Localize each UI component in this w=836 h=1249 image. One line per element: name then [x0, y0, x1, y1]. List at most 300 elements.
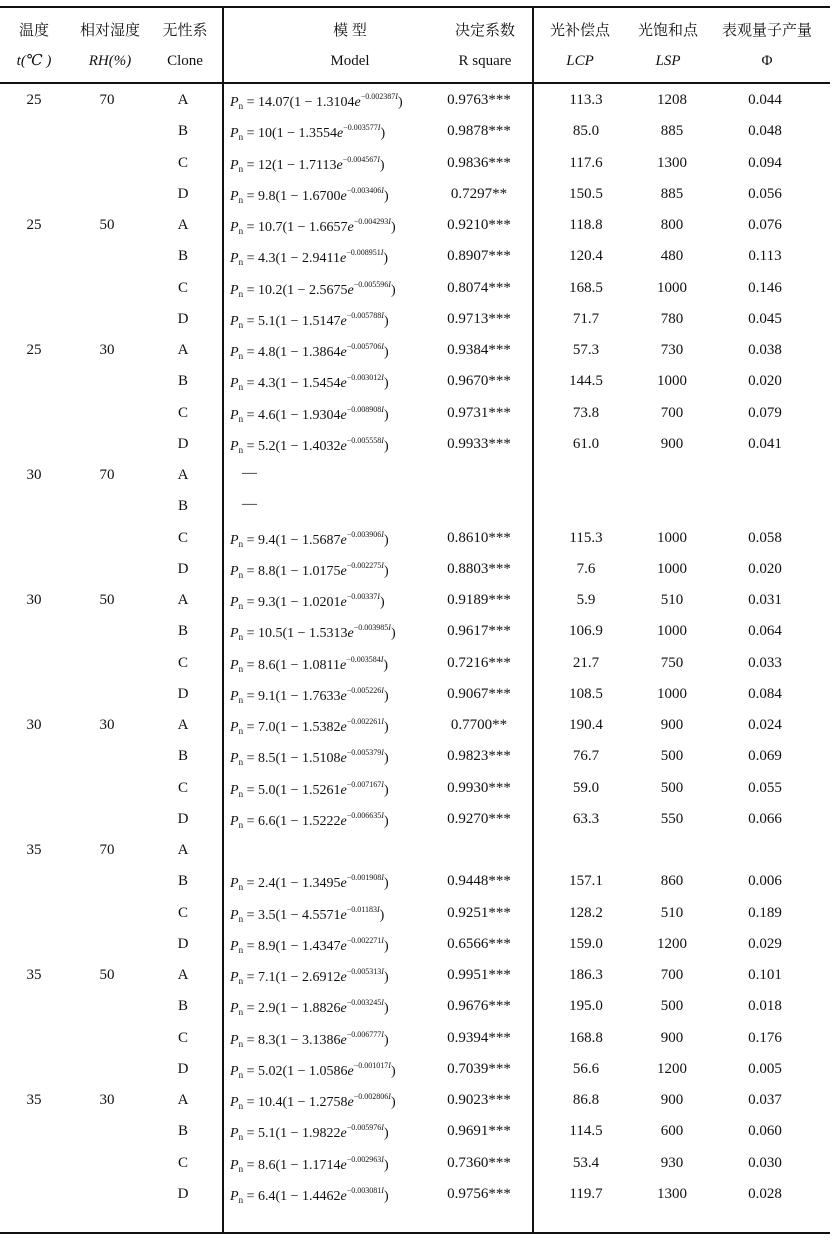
clone-cell: C [177, 404, 189, 421]
model-exponent-var: I [395, 92, 398, 101]
phi-cell: 0.044 [748, 92, 782, 108]
lcp-cell: 59.0 [572, 779, 600, 796]
lsp-cell: 885 [660, 185, 684, 202]
model-open: (1 − [275, 532, 303, 548]
model-symbol-p: P [230, 751, 239, 767]
model-equation [230, 561, 389, 580]
model-exponent: −0.005706 [346, 342, 382, 351]
model-exponent-var: I [376, 904, 380, 914]
model-exponent: −0.007167 [346, 779, 382, 789]
r-square-cell: 0.9823*** [447, 748, 511, 765]
r-square-cell: 0.9933*** [447, 435, 511, 452]
temperature-cell: 35 [26, 1092, 42, 1108]
phi-cell: 0.048 [748, 123, 782, 140]
rh-cell: 30 [99, 1092, 115, 1108]
r-square-cell: 0.8803*** [447, 560, 511, 577]
model-coefficient: 2.5675 [309, 282, 348, 298]
model-pmax: 4.6 [257, 407, 276, 423]
phi-cell: 0.030 [748, 1154, 782, 1171]
model-symbol-p: P [230, 657, 239, 673]
model-pmax: 2.9 [257, 1001, 276, 1017]
clone-cell: A [177, 92, 189, 108]
model-equals: = [243, 1157, 258, 1173]
model-pmax: 12 [257, 157, 272, 173]
model-open: (1 − [282, 282, 310, 298]
model-coefficient: 1.5382 [302, 720, 341, 735]
model-exponent: −0.005976 [346, 1123, 382, 1133]
model-symbol-p: P [230, 938, 239, 954]
model-open: (1 − [271, 157, 299, 173]
model-coefficient: 1.3554 [298, 126, 338, 142]
model-subscript-n: n [238, 569, 244, 580]
model-open: (1 − [275, 407, 303, 423]
header-r-square-cn: 决定系数 [454, 23, 515, 39]
model-equation [230, 436, 389, 455]
model-exponent-var: I [381, 310, 384, 320]
model-equation [230, 967, 389, 986]
lcp-cell: 71.7 [572, 310, 600, 327]
clone-cell: A [177, 217, 189, 233]
header-phi-cn: 表观量子产量 [721, 23, 812, 39]
model-equation [230, 717, 389, 736]
clone-cell: A [177, 342, 189, 358]
r-square-cell: 0.7216*** [447, 654, 511, 671]
model-equals: = [243, 1126, 258, 1142]
model-exponent: −0.002963 [346, 1154, 382, 1164]
header-lsp-en: LSP [655, 53, 681, 69]
clone-cell: C [177, 654, 189, 671]
model-subscript-n: n [238, 288, 244, 299]
model-equals: = [243, 720, 258, 735]
model-equals: = [243, 970, 258, 985]
clone-cell: A [177, 592, 189, 608]
lsp-cell: 1300 [657, 154, 687, 171]
model-pmax: 9.8 [257, 188, 276, 204]
model-exponent: −0.006635 [346, 810, 382, 820]
model-equation [230, 248, 388, 267]
model-e: e [340, 1126, 347, 1142]
lcp-cell: 76.7 [572, 748, 600, 765]
r-square-cell: 0.9763*** [447, 92, 511, 108]
model-exponent: −0.003081 [346, 1185, 382, 1195]
clone-cell: C [177, 1029, 189, 1046]
model-exponent-var: I [381, 998, 384, 1008]
model-equals: = [243, 595, 258, 610]
model-subscript-n: n [238, 1101, 244, 1111]
lsp-cell: 600 [660, 1123, 684, 1140]
phi-cell: 0.006 [748, 873, 782, 890]
model-e: e [347, 1095, 354, 1110]
model-exponent: −0.002271 [346, 935, 382, 945]
model-pmax: 5.2 [257, 438, 276, 454]
model-subscript-n: n [238, 1132, 244, 1143]
model-coefficient: 1.9304 [302, 407, 341, 423]
model-coefficient: 1.5222 [302, 813, 341, 829]
model-subscript-n: n [238, 1069, 244, 1080]
rh-cell: 70 [99, 467, 115, 483]
model-close: ) [397, 95, 403, 110]
phi-cell: 0.056 [748, 185, 782, 202]
model-pmax: 7.1 [257, 970, 276, 985]
model-coefficient: 1.6657 [309, 220, 348, 235]
model-e: e [340, 376, 347, 392]
model-open: (1 − [275, 188, 303, 204]
model-open: (1 − [275, 1188, 303, 1204]
r-square-cell: 0.9713*** [447, 310, 511, 327]
clone-cell: B [177, 623, 189, 640]
lsp-cell: 900 [660, 717, 684, 733]
model-exponent-var: I [381, 810, 384, 820]
lsp-cell: 510 [660, 904, 684, 921]
model-subscript-n: n [238, 788, 244, 799]
clone-cell: D [177, 935, 189, 952]
model-coefficient: 1.4347 [302, 938, 341, 954]
model-pmax: 8.6 [257, 657, 276, 673]
r-square-cell: 0.9836*** [447, 154, 511, 171]
model-exponent-var: I [377, 123, 381, 133]
clone-cell: D [177, 685, 189, 702]
model-coefficient: 1.6700 [302, 188, 341, 204]
model-exponent-var: I [381, 342, 384, 351]
model-exponent: −0.003406 [346, 185, 382, 195]
model-equation [230, 373, 389, 392]
lsp-cell: 800 [660, 217, 684, 233]
model-coefficient: 1.9822 [302, 1126, 341, 1142]
r-square-cell: 0.9670*** [447, 373, 511, 390]
model-equals: = [243, 126, 258, 142]
phi-cell: 0.024 [748, 717, 782, 733]
model-pmax: 5.02 [257, 1063, 283, 1079]
model-pmax: 9.1 [257, 688, 276, 704]
model-e: e [340, 751, 347, 767]
r-square-cell: 0.9023*** [447, 1092, 511, 1108]
model-equals: = [243, 626, 258, 642]
model-e: e [354, 95, 361, 110]
lsp-cell: 860 [660, 873, 684, 890]
model-equation [230, 217, 396, 236]
model-close: ) [379, 595, 385, 610]
lcp-cell: 7.6 [576, 560, 596, 577]
model-symbol-p: P [230, 251, 239, 267]
model-open: (1 − [275, 688, 303, 704]
model-open: (1 − [275, 595, 303, 610]
lcp-cell: 150.5 [569, 185, 603, 202]
clone-cell: B [177, 998, 189, 1015]
model-subscript-n: n [238, 1038, 244, 1049]
model-exponent: −0.004567 [342, 154, 378, 164]
model-symbol-p: P [230, 313, 239, 329]
model-close: ) [390, 220, 396, 235]
model-exponent-var: I [381, 779, 384, 789]
model-symbol-p: P [230, 970, 239, 985]
phi-cell: 0.005 [748, 1060, 782, 1077]
rh-cell: 30 [99, 717, 115, 733]
model-exponent: −0.005558 [346, 435, 382, 445]
model-e: e [340, 657, 347, 673]
lcp-cell: 120.4 [569, 248, 603, 265]
lcp-cell: 53.4 [572, 1154, 600, 1171]
lcp-cell: 159.0 [569, 935, 603, 952]
model-subscript-n: n [238, 632, 244, 643]
header-phi-symbol: Φ [761, 53, 773, 69]
lsp-cell: 480 [660, 248, 684, 265]
model-e: e [340, 970, 347, 985]
lcp-cell: 117.6 [569, 154, 603, 171]
model-subscript-n: n [238, 944, 244, 955]
model-symbol-p: P [230, 532, 239, 548]
model-exponent-var: I [381, 373, 384, 383]
lcp-cell: 168.8 [569, 1029, 603, 1046]
rh-cell: 50 [99, 967, 115, 983]
model-equation [230, 1030, 389, 1049]
model-open: (1 − [275, 438, 303, 454]
r-square-cell: 0.7700** [450, 717, 508, 733]
model-close: ) [383, 532, 389, 548]
model-open: (1 − [275, 751, 303, 767]
phi-cell: 0.055 [748, 779, 782, 796]
model-coefficient: 1.3864 [302, 345, 341, 360]
temperature-cell: 30 [26, 717, 42, 733]
lcp-cell: 57.3 [572, 342, 600, 358]
model-equals: = [243, 1063, 258, 1079]
r-square-cell: 0.9384*** [447, 342, 511, 358]
model-close: ) [383, 251, 389, 267]
r-square-cell: 0.6566*** [447, 935, 511, 952]
model-dash: — [242, 465, 257, 481]
phi-cell: 0.041 [748, 435, 782, 452]
model-close: ) [383, 1126, 389, 1142]
clone-cell: C [177, 154, 189, 171]
clone-cell: B [177, 498, 189, 515]
model-close: ) [383, 688, 389, 704]
phi-cell: 0.176 [748, 1029, 782, 1046]
model-coefficient: 1.3104 [316, 95, 355, 110]
model-e: e [340, 345, 347, 360]
model-e: e [347, 282, 354, 298]
lcp-cell: 106.9 [569, 623, 603, 640]
model-open: (1 − [282, 1063, 310, 1079]
header-lcp-cn: 光补偿点 [549, 23, 610, 39]
model-subscript-n: n [238, 257, 244, 268]
model-equals: = [243, 407, 258, 423]
model-exponent-var: I [381, 1029, 384, 1039]
model-open: (1 − [282, 1095, 310, 1110]
model-close: ) [379, 157, 385, 173]
model-coefficient: 2.9411 [302, 251, 341, 267]
lcp-cell: 118.8 [569, 217, 603, 233]
lsp-cell: 700 [660, 404, 684, 421]
model-exponent: −0.003012 [346, 373, 382, 383]
model-open: (1 − [275, 970, 303, 985]
lsp-cell: 1000 [657, 560, 687, 577]
lsp-cell: 500 [660, 998, 684, 1015]
model-open: (1 − [275, 376, 303, 392]
model-coefficient: 1.5108 [302, 751, 341, 767]
model-e: e [340, 313, 347, 329]
header-model-cn: 模 型 [333, 23, 367, 39]
model-open: (1 − [275, 782, 303, 798]
model-open: (1 − [275, 345, 303, 360]
model-subscript-n: n [238, 976, 244, 986]
model-e: e [340, 782, 347, 798]
model-close: ) [390, 1095, 396, 1110]
model-symbol-p: P [230, 626, 239, 642]
lcp-cell: 61.0 [572, 435, 600, 452]
clone-cell: D [177, 185, 189, 202]
model-close: ) [383, 782, 389, 798]
model-pmax: 10.4 [257, 1095, 283, 1110]
model-equation [230, 780, 389, 799]
model-coefficient: 1.4462 [302, 1188, 341, 1204]
model-pmax: 10.2 [257, 282, 283, 298]
clone-cell: A [177, 967, 189, 983]
r-square-cell: 0.9210*** [447, 217, 511, 233]
phi-cell: 0.031 [748, 592, 782, 608]
rh-cell: 50 [99, 592, 115, 608]
model-subscript-n: n [238, 819, 244, 830]
clone-cell: B [177, 248, 189, 265]
model-exponent-var: I [381, 1123, 384, 1133]
lcp-cell: 168.5 [569, 279, 603, 296]
model-subscript-n: n [238, 163, 244, 174]
clone-cell: D [177, 1185, 189, 1202]
header-rh-cn: 相对湿度 [79, 23, 140, 39]
model-equation [230, 530, 389, 549]
header-model-en: Model [330, 53, 370, 69]
model-pmax: 6.4 [257, 1188, 276, 1204]
model-coefficient: 1.1714 [302, 1157, 341, 1173]
model-close: ) [383, 407, 389, 423]
model-equals: = [243, 345, 258, 360]
lcp-cell: 157.1 [569, 873, 603, 890]
phi-cell: 0.045 [748, 310, 782, 327]
model-pmax: 4.3 [257, 376, 276, 392]
model-exponent-var: I [381, 873, 384, 883]
phi-cell: 0.094 [748, 154, 782, 171]
model-open: (1 − [275, 720, 303, 735]
model-pmax: 10.5 [257, 626, 283, 642]
clone-cell: B [177, 1123, 189, 1140]
model-symbol-p: P [230, 782, 239, 798]
model-e: e [340, 1157, 347, 1173]
model-equation [230, 998, 389, 1017]
model-open: (1 − [275, 1001, 303, 1017]
r-square-cell: 0.9951*** [447, 967, 511, 983]
model-equation [230, 342, 389, 361]
lsp-cell: 700 [660, 967, 684, 983]
model-e: e [340, 563, 347, 579]
model-pmax: 8.6 [257, 1157, 276, 1173]
model-equals: = [243, 282, 258, 298]
model-close: ) [383, 970, 389, 985]
temperature-cell: 35 [26, 842, 42, 858]
model-equation [230, 623, 396, 642]
clone-cell: A [177, 1092, 189, 1108]
model-pmax: 8.5 [257, 751, 276, 767]
model-e: e [340, 188, 347, 204]
lsp-cell: 930 [660, 1154, 684, 1171]
clone-cell: D [177, 560, 189, 577]
clone-cell: C [177, 779, 189, 796]
lcp-cell: 114.5 [569, 1123, 603, 1140]
r-square-cell: 0.7039*** [447, 1060, 511, 1077]
phi-cell: 0.018 [748, 998, 782, 1015]
r-square-cell: 0.8907*** [447, 248, 511, 265]
header-clone-cn: 无性系 [162, 23, 208, 39]
model-subscript-n: n [238, 351, 244, 361]
model-symbol-p: P [230, 1095, 239, 1110]
model-equals: = [243, 813, 258, 829]
model-exponent-var: I [388, 1060, 391, 1070]
model-close: ) [383, 345, 389, 360]
model-open: (1 − [282, 626, 310, 642]
lsp-cell: 1000 [657, 623, 687, 640]
model-close: ) [383, 720, 389, 735]
model-equation [230, 155, 385, 174]
header-clone-en: Clone [167, 53, 203, 69]
model-subscript-n: n [238, 132, 244, 143]
model-subscript-n: n [238, 726, 244, 736]
model-equation [230, 280, 396, 299]
model-e: e [340, 532, 347, 548]
model-subscript-n: n [238, 444, 244, 455]
clone-cell: C [177, 279, 189, 296]
model-pmax: 9.3 [257, 595, 276, 610]
model-exponent: −0.005379 [346, 748, 382, 758]
model-subscript-n: n [238, 663, 244, 674]
model-equals: = [243, 1095, 258, 1110]
clone-cell: A [177, 842, 189, 858]
model-equation [230, 936, 389, 955]
model-exponent-var: I [377, 154, 380, 164]
model-subscript-n: n [238, 1007, 244, 1018]
model-open: (1 − [275, 813, 303, 829]
model-equals: = [243, 876, 258, 892]
r-square-cell: 0.9731*** [447, 404, 511, 421]
model-close: ) [383, 938, 389, 954]
header-rh-unit: RH(%) [88, 53, 132, 69]
model-close: ) [383, 563, 389, 579]
lcp-cell: 86.8 [572, 1092, 600, 1108]
lcp-cell: 128.2 [569, 904, 603, 921]
model-exponent-var: I [388, 217, 391, 226]
model-exponent: −0.003906 [346, 529, 382, 539]
model-pmax: 5.1 [257, 313, 276, 329]
model-exponent: −0.003577 [343, 123, 378, 133]
lsp-cell: 1000 [657, 685, 687, 702]
phi-cell: 0.146 [748, 279, 782, 296]
model-symbol-p: P [230, 126, 239, 142]
model-symbol-p: P [230, 345, 239, 360]
temperature-cell: 35 [26, 967, 42, 983]
model-equation [230, 311, 389, 330]
model-subscript-n: n [238, 382, 244, 393]
model-exponent-var: I [381, 685, 384, 695]
model-pmax: 3.5 [257, 907, 276, 923]
model-coefficient: 1.8826 [302, 1001, 341, 1017]
model-pmax: 10 [257, 126, 272, 142]
model-equation [230, 186, 389, 205]
model-open: (1 − [275, 251, 303, 267]
model-coefficient: 1.5313 [309, 626, 348, 642]
phi-cell: 0.038 [748, 342, 782, 358]
model-exponent-var: I [381, 529, 384, 539]
model-equation [230, 1155, 389, 1174]
model-close: ) [383, 1157, 389, 1173]
model-pmax: 9.4 [257, 532, 276, 548]
model-exponent-var: I [388, 623, 391, 633]
model-symbol-p: P [230, 720, 239, 735]
